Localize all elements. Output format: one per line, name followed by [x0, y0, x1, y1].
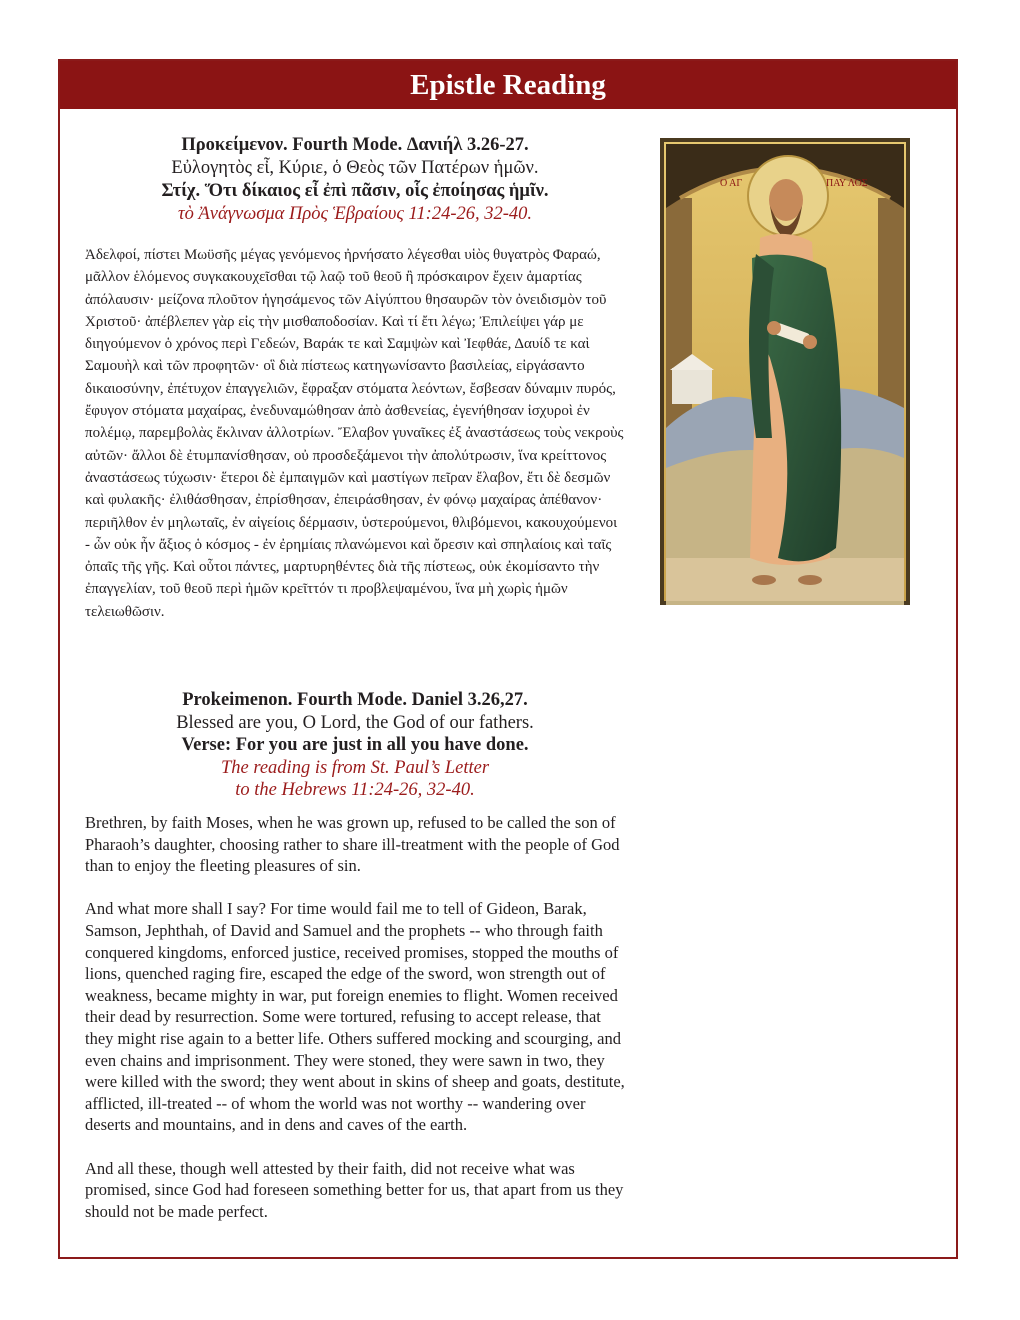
icon-inscription-left: Ο ΑΓ — [720, 178, 743, 189]
english-prokeimenon-line: Blessed are you, O Lord, the God of our fathers. — [176, 712, 534, 733]
icon-inscription-right: ΠΑΥ ΛΟΣ — [826, 178, 868, 189]
greek-prokeimenon-line: Εὐλογητὸς εἶ, Κύριε, ὁ Θεὸς τῶν Πατέρων ἡμῶν. — [171, 158, 539, 178]
page-title: Epistle Reading — [60, 61, 956, 109]
greek-prokeimenon-title: Προκείμενον. Fourth Mode. Δανιήλ 3.26-27. — [181, 135, 529, 155]
greek-paragraph: Ἀδελφοί, πίστει Μωϋσῆς μέγας γενόμενος ἠρνήσατο λέγεσθαι υἱὸς θυγατρὸς Φαραώ, μᾶλλον ἑλόμενος συγκακουχεῖσθαι τῷ λαῷ τοῦ θεοῦ ἢ πρόσκαιρον ἔχειν ἁμαρτίας ἀπόλαυσιν· μείζονα πλοῦτον ἡγησάμενος τῶν Αἰγύπτου θησαυρῶν τὸν ὀνειδισμὸν τοῦ Χριστοῦ· ἀπέβλεπεν γὰρ εἰς τὴν μισθαποδοσίαν. Καὶ τί ἔτι λέγω; Ἐπιλείψει γάρ με διηγούμενον ὁ χρόνος περὶ Γεδεών, Βαράκ τε καὶ Σαμψὼν καὶ Ἰεφθάε, Δαυίδ τε καὶ Σαμουὴλ καὶ τῶν προφητῶν· οἳ διὰ πίστεως κατηγωνίσαντο βασιλείας, εἰργάσαντο δικαιοσύνην, ἐπέτυχον ἐπαγγελιῶν, ἔφραξαν στόματα λεόντων, ἔσβεσαν δύναμιν πυρός, ἔφυγον στόματα μαχαίρας, ἐνεδυναμώθησαν ἀπὸ ἀσθενείας, ἐγενήθησαν ἰσχυροὶ ἐν πολέμῳ, παρεμβολὰς ἔκλιναν ἀλλοτρίων. Ἔλαβον γυναῖκες ἐξ ἀναστάσεως τοὺς νεκροὺς αὐτῶν· ἄλλοι δὲ ἐτυμπανίσθησαν, οὐ προσδεξάμενοι τὴν ἀπολύτρωσιν, ἵνα κρείττονος ἀναστάσεως τύχωσιν· ἕτεροι δὲ ἐμπαιγμῶν καὶ μαστίγων πεῖραν ἔλαβον, ἔτι δὲ δεσμῶν καὶ φυλακῆς· ἐλιθάσθησαν, ἐπρίσθησαν, ἐπειράσθησαν, ἐν φόνῳ μαχαίρας ἀπέθανον· περιῆλθον ἐν μηλωταῖς, ἐν αἰγείοις δέρμασιν, ὑστερούμενοι, θλιβόμενοι, κακουχούμενοι - ὧν οὐκ ἦν ἄξιος ὁ κόσμος - ἐν ἐρημίαις πλανώμενοι καὶ ὄρεσιν καὶ σπηλαίοις καὶ ταῖς ὀπαῖς τῆς γῆς. Καὶ οὗτοι πάντες, μαρτυρηθέντες διὰ τῆς πίστεως, οὐκ ἐκομίσαντο τὴν ἐπαγγελίαν, τοῦ θεοῦ περὶ ἡμῶν κρεῖττόν τι προβλεψαμένου, ἵνα μὴ χωρὶς ἡμῶν τελειωθῶσιν. — [85, 247, 624, 620]
english-paragraph-2: And what more shall I say? For time would fail me to tell of Gideon, Barak, Samson, Jephthah, of David and Samuel and the prophets -- who through faith conquered kingdoms, enforced justice, received promises, stopped the mouths of lions, quenched raging fire, escaped the edge of the sword, won strength out of weakness, became mighty in war, put foreign enemies to flight. Women received their dead by resurrection. Some were tortured, refusing to accept release, that they might rise again to a better life. Others suffered mocking and scourging, and even chains and imprisonment. They were stoned, they were sawn in two, they were killed with the sword; they went about in skins of sheep and goats, destitute, afflicted, ill-treated -- of whom the world was not worthy -- wandering over deserts and mountains, and in dens and caves of the earth. — [85, 899, 625, 1135]
english-prokeimenon-block — [85, 689, 625, 802]
english-reading-title-1: The reading is from St. Paul’s Letter — [220, 757, 490, 778]
st-paul-icon-image — [660, 138, 910, 605]
english-paragraph-1: Brethren, by faith Moses, when he was grown up, refused to be called the son of Pharaoh’s daughter, choosing rather to share ill-treatment with the people of God than to enjoy the fleeting pleasures of sin. — [85, 813, 620, 876]
english-reading-text — [85, 812, 625, 1244]
english-prokeimenon-title: Prokeimenon. Fourth Mode. Daniel 3.26,27. — [182, 690, 528, 710]
greek-reading-text — [85, 244, 625, 623]
greek-prokeimenon-block — [85, 134, 625, 226]
greek-verse: Στίχ. Ὅτι δίκαιος εἶ ἐπὶ πᾶσιν, οἷς ἐποίησας ἡμῖν. — [161, 181, 549, 201]
english-paragraph-3: And all these, though well attested by their faith, did not receive what was promised, since God had foreseen something better for us, that apart from us they should not be made perfect. — [85, 1158, 624, 1221]
english-verse: Verse: For you are just in all you have done. — [181, 735, 529, 755]
greek-reading-title: τὸ Ἀνάγνωσμα Πρὸς Ἑβραίους 11:24-26, 32-40. — [177, 204, 533, 224]
english-reading-title-2: to the Hebrews 11:24-26, 32-40. — [235, 780, 475, 800]
